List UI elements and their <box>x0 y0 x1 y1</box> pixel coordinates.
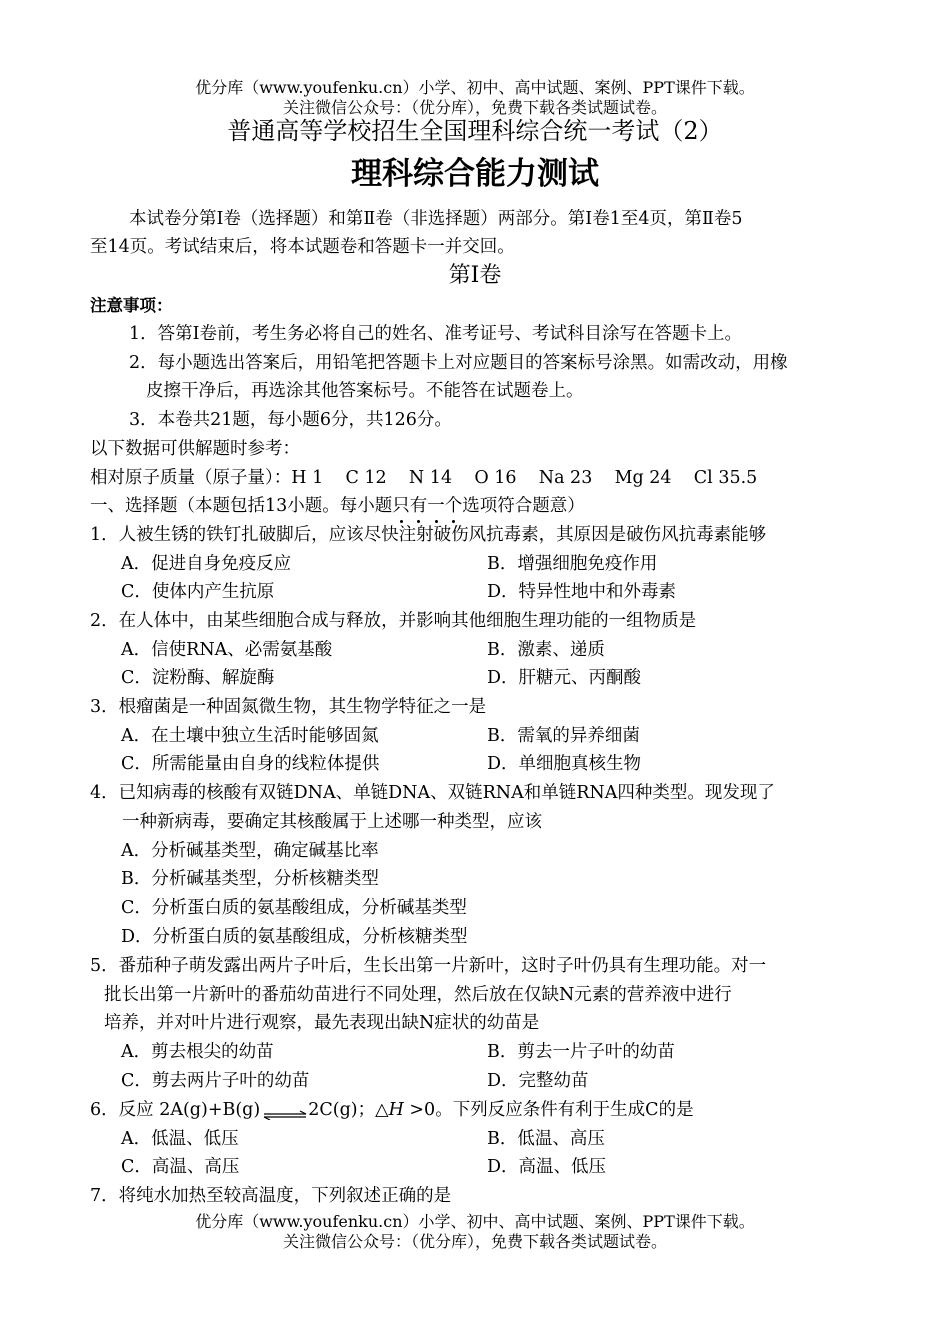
question-1-stem: 1．人被生锈的铁钉扎破脚后，应该尽快注射破伤风抗毒素，其原因是破伤风抗毒素能够 <box>90 525 767 545</box>
notes-item-1: 1．答第I卷前，考生务必将自己的姓名、准考证号、考试科目涂写在答题卡上。 <box>129 324 743 344</box>
question-6-option-b: B．低温、高压 <box>487 1129 605 1149</box>
emphasis-char: 一 <box>427 496 445 516</box>
header-line-1: 优分库（www.youfenku.cn）小学、初中、高中试题、案例、PPT课件下载。 <box>195 78 755 97</box>
question-5-option-b: B．剪去一片子叶的幼苗 <box>487 1042 675 1062</box>
question-5-option-a: A．剪去根尖的幼苗 <box>121 1042 274 1062</box>
question-2-option-c: C．淀粉酶、解旋酶 <box>121 668 275 688</box>
question-3-stem: 3．根瘤菌是一种固氮微生物，其生物学特征之一是 <box>90 697 487 717</box>
question-3-option-c: C．所需能量由自身的线粒体提供 <box>121 754 380 774</box>
part-heading <box>90 494 585 518</box>
question-5-option-c: C．剪去两片子叶的幼苗 <box>121 1071 310 1091</box>
intro-line-1: 本试卷分第Ⅰ卷（选择题）和第Ⅱ卷（非选择题）两部分。第Ⅰ卷1至4页，第Ⅱ卷5 <box>129 209 743 229</box>
notes-item-2-line-1: 2．每小题选出答案后，用铅笔把答题卡上对应题目的答案标号涂黑。如需改动，用橡 <box>129 353 788 373</box>
header-line-2: 关注微信公众号：（优分库），免费下载各类试题试卷。 <box>282 98 667 117</box>
question-3-option-b: B．需氧的异养细菌 <box>487 726 640 746</box>
question-2-stem: 2．在人体中，由某些细胞合成与释放，并影响其他细胞生理功能的一组物质是 <box>90 611 697 631</box>
question-1-option-b: B．增强细胞免疫作用 <box>487 554 658 574</box>
question-4-stem-line-2: 一种新病毒，要确定其核酸属于上述哪一种类型，应该 <box>122 812 542 832</box>
part-heading-prefix: 一、选择题（本题包括13小题。每小题 <box>90 496 393 516</box>
reference-line-1: 以下数据可供解题时参考： <box>90 439 300 459</box>
question-5-stem-line-1: 5．番茄种子萌发露出两片子叶后，生长出第一片新叶，这时子叶仍具有生理功能。对一 <box>90 956 767 976</box>
question-5-option-d: D．完整幼苗 <box>487 1071 589 1091</box>
question-2-option-d: D．肝糖元、丙酮酸 <box>487 668 642 688</box>
part-heading-suffix: 选项符合题意） <box>462 496 585 516</box>
question-6-stem-product: 2C(g)；△ <box>308 1100 389 1120</box>
exam-title: 普通高等学校招生全国理科综合统一考试（2） <box>227 117 723 145</box>
question-3-option-d: D．单细胞真核生物 <box>487 754 642 774</box>
question-4-stem-line-1: 4．已知病毒的核酸有双链DNA、单链DNA、双链RNA和单链RNA四种类型。现发现了 <box>90 783 775 803</box>
emphasis-char: 个 <box>444 496 463 516</box>
question-4-option-b: B．分析碱基类型，分析核糖类型 <box>121 869 379 889</box>
intro-line-2: 至14页。考试结束后，将本试题卷和答题卡一并交回。 <box>90 237 515 257</box>
section-title: 第I卷 <box>448 263 502 288</box>
question-6-option-d: D．高温、低压 <box>487 1157 607 1177</box>
notes-heading: 注意事项： <box>90 296 173 315</box>
exam-subtitle: 理科综合能力测试 <box>351 156 599 192</box>
question-4-option-d: D．分析蛋白质的氨基酸组成，分析核糖类型 <box>121 927 468 947</box>
emphasis-char: 有 <box>409 496 428 516</box>
emphasis-char: 只 <box>392 496 410 516</box>
question-6-stem <box>90 1098 694 1122</box>
question-6-stem-rest: >0。下列反应条件有利于生成C的是 <box>403 1100 694 1120</box>
notes-item-2-line-2: 皮擦干净后，再选涂其他答案标号。不能答在试题卷上。 <box>146 381 584 401</box>
notes-item-3: 3．本卷共21题，每小题6分，共126分。 <box>129 410 452 430</box>
question-6-stem-reactants: 6．反应 2A(g)+B(g) <box>90 1100 261 1120</box>
question-5-stem-line-2: 批长出第一片新叶的番茄幼苗进行不同处理，然后放在仅缺N元素的营养液中进行 <box>104 985 732 1005</box>
equilibrium-arrow-icon <box>260 1102 308 1120</box>
question-6-option-c: C．高温、高压 <box>121 1157 240 1177</box>
question-5-stem-line-3: 培养，并对叶片进行观察，最先表现出缺N症状的幼苗是 <box>104 1013 540 1033</box>
question-6-stem-variable: H <box>388 1100 404 1120</box>
question-1-option-c: C．使体内产生抗原 <box>121 582 275 602</box>
question-2-option-a: A．信使RNA、必需氨基酸 <box>121 640 333 660</box>
question-7-stem: 7．将纯水加热至较高温度，下列叙述正确的是 <box>90 1186 452 1206</box>
footer-line-2: 关注微信公众号：（优分库），免费下载各类试题试卷。 <box>282 1232 667 1251</box>
question-1-option-a: A．促进自身免疫反应 <box>121 554 292 574</box>
question-6-option-a: A．低温、低压 <box>121 1129 239 1149</box>
footer-line-1: 优分库（www.youfenku.cn）小学、初中、高中试题、案例、PPT课件下载。 <box>195 1212 755 1231</box>
question-4-option-c: C．分析蛋白质的氨基酸组成，分析碱基类型 <box>121 898 467 918</box>
question-2-option-b: B．激素、递质 <box>487 640 605 660</box>
reference-atomic-masses: 相对原子质量（原子量）：H 1 C 12 N 14 O 16 Na 23 Mg 24 Cl 35.5 <box>90 468 758 488</box>
question-1-option-d: D．特异性地中和外毒素 <box>487 582 677 602</box>
question-4-option-a: A．分析碱基类型，确定碱基比率 <box>121 841 379 861</box>
question-3-option-a: A．在土壤中独立生活时能够固氮 <box>121 726 379 746</box>
